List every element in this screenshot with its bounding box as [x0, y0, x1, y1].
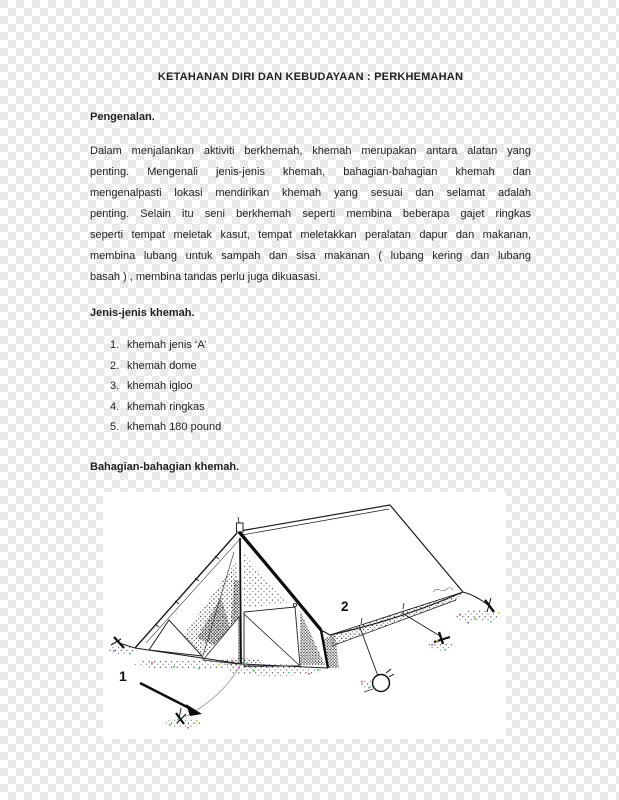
paragraph-line: penting. Selain itu seni berkhemah seperti membina beberapa gajet ringkas — [90, 208, 531, 220]
paragraph-line: membina lubang untuk sampah dan sisa makanan ( lubang kering dan lubang — [90, 250, 531, 262]
parts-heading: Bahagian-bahagian khemah. — [90, 461, 240, 473]
list-item — [90, 380, 531, 401]
figure-label-2: 2 — [341, 599, 349, 614]
page-title: KETAHANAN DIRI DAN KEBUDAYAAN : PERKHEMAHAN — [157, 71, 464, 83]
list-item — [90, 360, 531, 381]
list-item — [90, 401, 531, 422]
paragraph-line: seperti tempat meletak kasut, tempat meletakkan peralatan dapur dan makanan, — [90, 229, 531, 241]
list-item — [90, 339, 531, 360]
paragraph-line: penting. Mengenali jenis-jenis khemah, bahagian-bahagian khemah dan — [90, 166, 531, 178]
tent-types-list — [90, 339, 531, 442]
list-item-number: 3. — [110, 380, 120, 392]
intro-heading: Pengenalan. — [90, 111, 155, 123]
list-item-label: khemah dome — [127, 359, 197, 372]
list-item-label: khemah 180 pound — [127, 421, 222, 433]
list-item-label: khemah jenis ‘A’ — [127, 339, 207, 351]
intro-paragraph — [90, 141, 531, 288]
list-item-number: 2. — [110, 359, 120, 372]
list-item-label: khemah igloo — [127, 380, 193, 392]
list-item-number: 5. — [110, 421, 120, 433]
list-item-number: 4. — [110, 400, 120, 413]
list-item — [90, 421, 531, 442]
figure-label-1: 1 — [119, 668, 127, 684]
paragraph-line: mengenalpasti lokasi mendirikan khemah yang sesuai dan selamat adalah — [90, 187, 531, 199]
paragraph-line: basah ) , membina tandas perlu juga dikuasasi. — [90, 271, 321, 283]
types-heading: Jenis-jenis khemah. — [90, 307, 195, 319]
tent-figure-image — [103, 492, 506, 739]
list-item-label: khemah ringkas — [127, 400, 205, 413]
tent-diagram — [103, 492, 506, 739]
paragraph-line: Dalam menjalankan aktiviti berkhemah, khemah merupakan antara alatan yang — [90, 145, 531, 157]
list-item-number: 1. — [110, 339, 120, 351]
